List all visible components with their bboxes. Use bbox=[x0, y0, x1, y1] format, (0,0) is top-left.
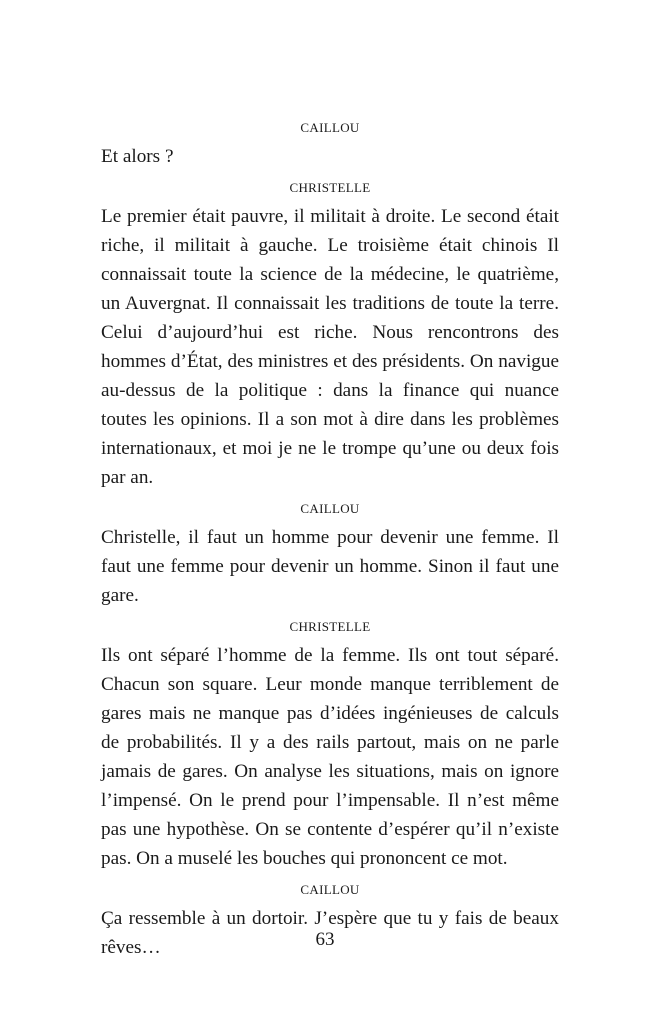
speaker-name: CHRISTELLE bbox=[289, 619, 371, 634]
page-body bbox=[101, 118, 559, 969]
page-number: 63 bbox=[315, 929, 335, 950]
speaker-name: CAILLOU bbox=[300, 501, 360, 516]
speech-text: Ça ressemble à un dortoir. J’espère que tu y fais de beaux rêves… bbox=[101, 908, 559, 958]
speech-text: Et alors ? bbox=[101, 146, 174, 167]
speaker-name: CAILLOU bbox=[300, 120, 360, 135]
speaker-name: CHRISTELLE bbox=[289, 180, 371, 195]
speaker-name: CAILLOU bbox=[300, 882, 360, 897]
speech-text: Le premier était pauvre, il militait à droite. Le second était riche, il militait à gauche. Le troisième était chinois Il connaissait toute la science de la médecine, le quatrième, un Auvergnat. Il connaissait les traditions de toute la terre. Celui d’aujourd’hui est riche. Nous rencontrons des hommes d’État, des ministres et des présidents. On navigue au-dessus de la politique : dans la finance qui nuance toutes les opinions. Il a son mot à dire dans les problèmes internationaux, et moi je ne le trompe qu’une ou deux fois par an. bbox=[101, 206, 559, 488]
speech-text: Ils ont séparé l’homme de la femme. Ils ont tout séparé. Chacun son square. Leur monde manque terriblement de gares mais ne manque pas d’idées ingénieuses de calculs de probabilités. Il y a des rails partout, mais on ne parle jamais de gares. On analyse les situations, mais on ignore l’impensé. On le prend pour l’impensable. Il n’est même pas une hypothèse. On se contente d’espérer qu’il n’existe pas. On a muselé les bouches qui prononcent ce mot. bbox=[101, 645, 559, 869]
speech-text: Christelle, il faut un homme pour devenir une femme. Il faut une femme pour devenir un homme. Sinon il faut une gare. bbox=[101, 527, 559, 606]
